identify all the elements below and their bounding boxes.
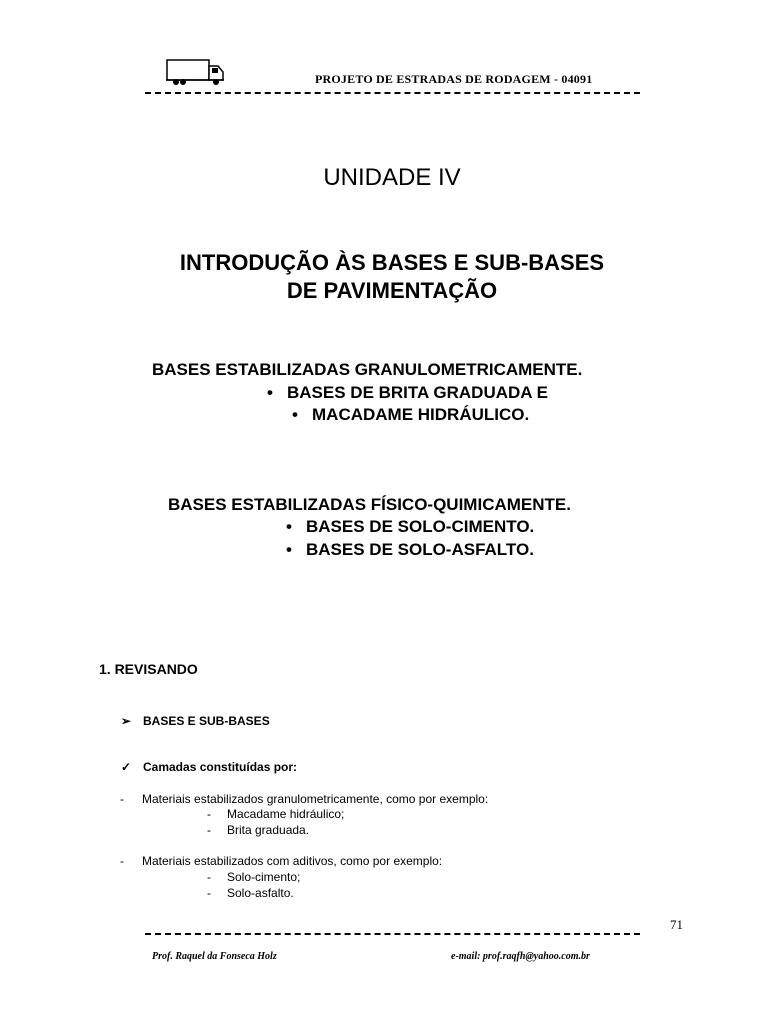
- section1-bullet-item: [292, 405, 529, 425]
- arrow-item-text: BASES E SUB-BASES: [143, 714, 270, 728]
- footer-divider: [145, 933, 640, 935]
- revisando-heading: 1. REVISANDO: [99, 661, 198, 677]
- bullet-text: MACADAME HIDRÁULICO.: [312, 405, 530, 424]
- main-title-line1: INTRODUÇÃO ÀS BASES E SUB-BASES: [179, 250, 605, 275]
- sub-item-text: Solo-cimento;: [227, 870, 301, 884]
- page-number: 71: [670, 917, 683, 932]
- dash-item-text: Materiais estabilizados com aditivos, como por exemplo:: [142, 854, 443, 868]
- bullet-text: BASES DE SOLO-ASFALTO.: [306, 540, 534, 559]
- dash-item-text: Materiais estabilizados granulometricamente, como por exemplo:: [142, 792, 489, 806]
- bullet-icon: •: [267, 383, 273, 402]
- header-title: PROJETO DE ESTRADAS DE RODAGEM - 04091: [315, 72, 593, 86]
- truck-icon: [166, 58, 226, 91]
- sub-list-item: [207, 886, 294, 900]
- unit-title: UNIDADE IV: [323, 164, 461, 191]
- sub-item-text: Solo-asfalto.: [227, 886, 294, 900]
- footer-email: e-mail: prof.raqfh@yahoo.com.br: [451, 951, 590, 962]
- dash-bullet-icon: -: [207, 870, 211, 884]
- sub-list-item: [207, 870, 301, 884]
- header-divider: [145, 92, 640, 94]
- footer-author: Prof. Raquel da Fonseca Holz: [152, 951, 277, 962]
- sub-list-item: [207, 807, 345, 821]
- section2-bullet-item: [286, 517, 534, 537]
- dash-bullet-icon: -: [207, 886, 211, 900]
- sub-item-text: Macadame hidráulico;: [227, 807, 345, 821]
- dash-list-item: [120, 792, 489, 806]
- check-list-item: [121, 760, 297, 774]
- dash-bullet-icon: -: [120, 854, 124, 868]
- sub-list-item: [207, 823, 310, 837]
- section2-bullet-item: [286, 540, 534, 560]
- checkmark-icon: ✓: [121, 760, 132, 774]
- bullet-icon: •: [286, 540, 292, 559]
- section1-heading: BASES ESTABILIZADAS GRANULOMETRICAMENTE.: [152, 360, 583, 379]
- dash-bullet-icon: -: [207, 807, 211, 821]
- arrow-bullet-icon: ➢: [121, 714, 132, 728]
- bullet-icon: •: [286, 517, 292, 536]
- section2-heading: BASES ESTABILIZADAS FÍSICO-QUIMICAMENTE.: [168, 495, 571, 514]
- sub-item-text: Brita graduada.: [227, 823, 310, 837]
- section1-bullet-item: [267, 383, 548, 403]
- dash-bullet-icon: -: [207, 823, 211, 837]
- arrow-list-item: [121, 714, 270, 728]
- check-item-text: Camadas constituídas por:: [143, 760, 298, 774]
- dash-bullet-icon: -: [120, 792, 124, 806]
- bullet-icon: •: [292, 405, 298, 424]
- dash-list-item: [120, 854, 443, 868]
- bullet-text: BASES DE SOLO-CIMENTO.: [306, 517, 535, 536]
- bullet-text: BASES DE BRITA GRADUADA E: [287, 383, 548, 402]
- main-title-line2: DE PAVIMENTAÇÃO: [286, 278, 498, 303]
